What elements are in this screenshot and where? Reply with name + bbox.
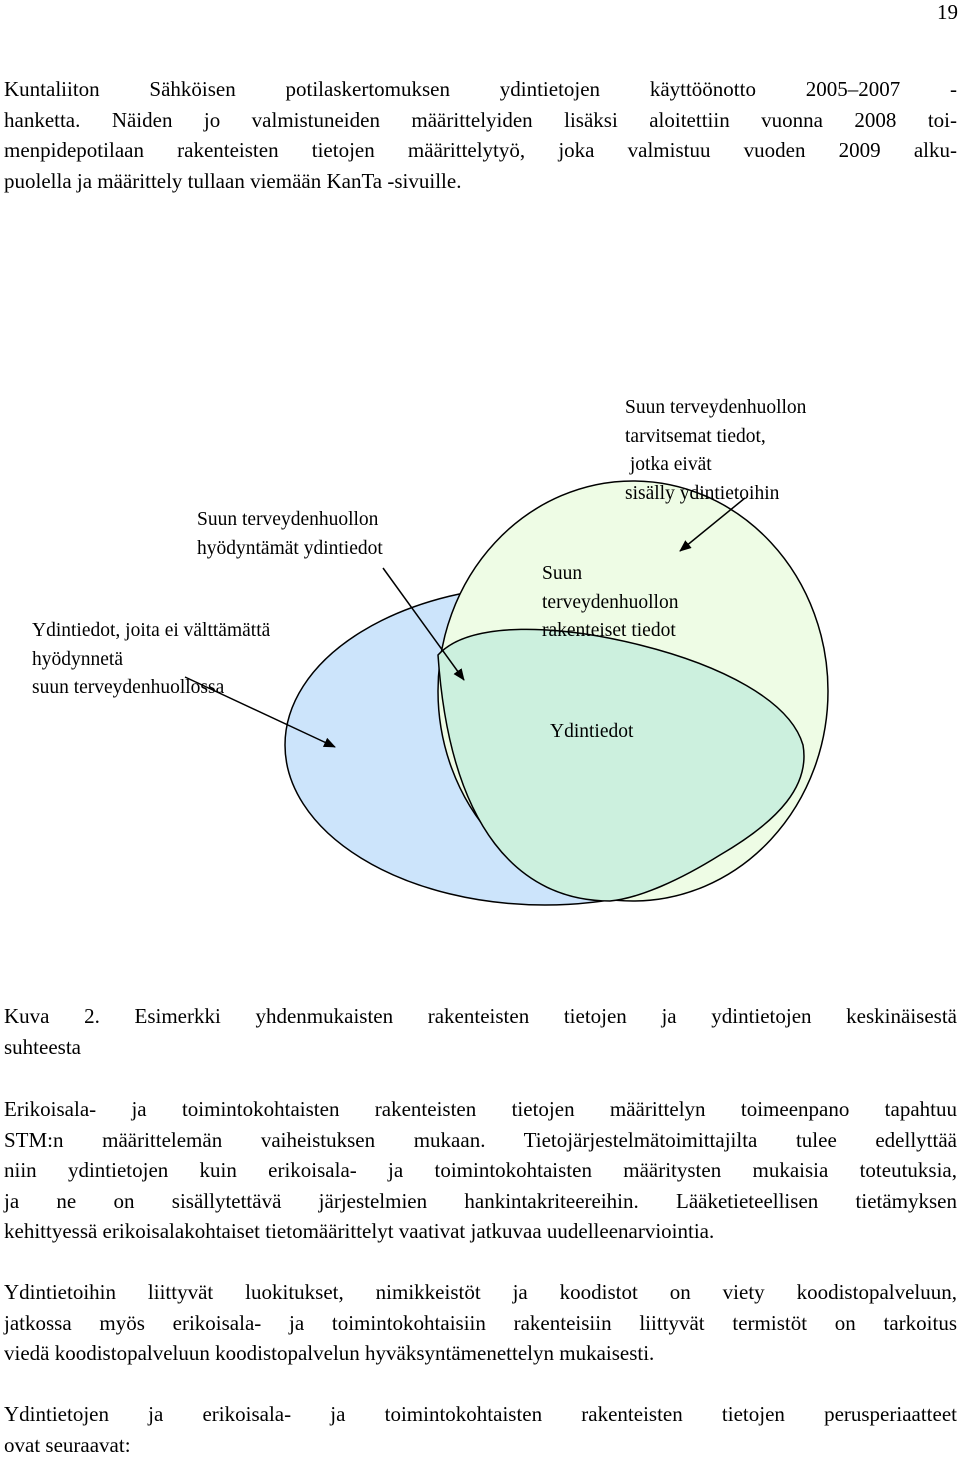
label-line: Ydintiedot, joita ei välttämättä xyxy=(32,617,270,646)
label-line: rakenteiset tiedot xyxy=(542,617,678,646)
text-line: niin ydintietojen kuin erikoisala- ja toimintokohtaisten määritysten mukaisia toteutuksia, xyxy=(4,1155,957,1186)
text-line: ja ne on sisällytettävä järjestelmien hankintakriteereihin. Lääketieteellisen tietämyksen xyxy=(4,1186,957,1217)
label-line: sisälly ydintietoihin xyxy=(625,480,806,509)
label-line: Suun terveydenhuollon xyxy=(625,394,806,423)
text-line: hanketta. Näiden jo valmistuneiden määrittelyiden lisäksi aloitettiin vuonna 2008 toi- xyxy=(4,105,957,136)
text-line: Ydintietoihin liittyvät luokitukset, nimikkeistöt ja koodistot on viety koodistopalveluun, xyxy=(4,1277,957,1308)
label-line: Suun xyxy=(542,560,678,589)
label-dental-needed-not-core xyxy=(625,394,806,508)
text-line: kehittyessä erikoisalakohtaiset tietomäärittelyt vaativat jatkuvaa uudelleenarviointia. xyxy=(4,1216,957,1247)
text-line: suhteesta xyxy=(4,1032,957,1063)
label-line: jotka eivät xyxy=(625,451,806,480)
label-core-not-used xyxy=(32,617,270,703)
page-number: 19 xyxy=(928,0,958,24)
label-dental-structured xyxy=(542,560,678,646)
label-line: tarvitsemat tiedot, xyxy=(625,423,806,452)
text-line: viedä koodistopalveluun koodistopalvelun hyväksyntämenettelyn mukaisesti. xyxy=(4,1338,957,1369)
label-core-data: Ydintiedot xyxy=(550,718,633,747)
text-line: Kuva 2. Esimerkki yhdenmukaisten rakenteisten tietojen ja ydintietojen keskinäisestä xyxy=(4,1001,957,1032)
intro-paragraph xyxy=(4,74,957,196)
text-line: puolella ja määrittely tullaan viemään KanTa -sivuille. xyxy=(4,166,957,197)
text-line: Kuntaliiton Sähköisen potilaskertomuksen ydintietojen käyttöönotto 2005–2007 - xyxy=(4,74,957,105)
label-line: terveydenhuollon xyxy=(542,589,678,618)
venn-diagram xyxy=(0,390,960,970)
label-line: Suun terveydenhuollon xyxy=(197,506,383,535)
text-line: Erikoisala- ja toimintokohtaisten rakenteisten tietojen määrittelyn toimeenpano tapahtuu xyxy=(4,1094,957,1125)
body-paragraph-1 xyxy=(4,1094,957,1247)
text-line: Ydintietojen ja erikoisala- ja toimintokohtaisten rakenteisten tietojen perusperiaatteet xyxy=(4,1399,957,1430)
label-dental-used-core xyxy=(197,506,383,563)
figure-caption xyxy=(4,1001,957,1062)
body-paragraph-2 xyxy=(4,1277,957,1369)
text-line: ovat seuraavat: xyxy=(4,1430,957,1460)
text-line: menpidepotilaan rakenteisten tietojen määrittelytyö, joka valmistuu vuoden 2009 alku- xyxy=(4,135,957,166)
text-line: STM:n määrittelemän vaiheistuksen mukaan. Tietojärjestelmätoimittajilta tulee edellyttää xyxy=(4,1125,957,1156)
body-paragraph-3 xyxy=(4,1399,957,1460)
label-line: hyödynnetä xyxy=(32,646,270,675)
label-line: hyödyntämät ydintiedot xyxy=(197,535,383,564)
text-line: jatkossa myös erikoisala- ja toimintokohtaisiin rakenteisiin liittyvät termistöt on tarkoitus xyxy=(4,1308,957,1339)
label-line: suun terveydenhuollossa xyxy=(32,674,270,703)
